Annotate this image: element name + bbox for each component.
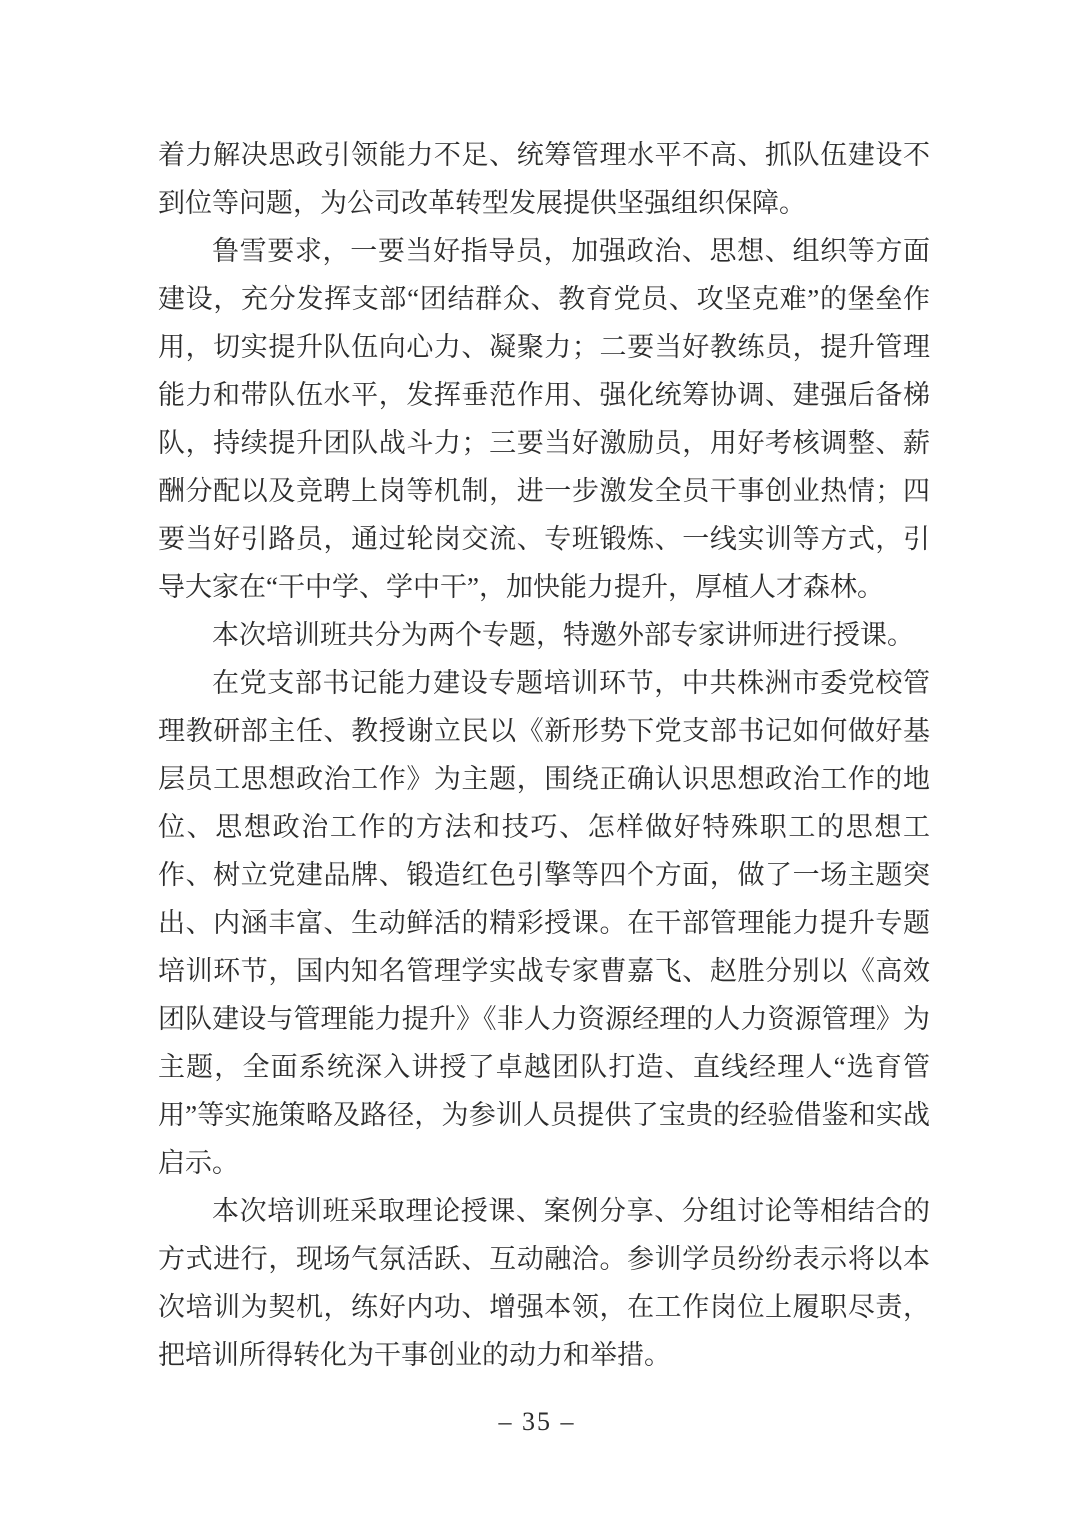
paragraph-training-topics-overview: 本次培训班共分为两个专题，特邀外部专家讲师进行授课。	[212, 620, 914, 650]
paragraph-training-format-conclusion: 本次培训班采取理论授课、案例分享、分组讨论等相结合的方式进行，现场气氛活跃、互动融洽。参训学员纷纷表示将以本次培训为契机，练好内功、增强本领，在工作岗位上履职尽责，把培训所得转化为干事创业的动力和举措。	[158, 1196, 930, 1370]
paragraph-training-sessions-detail: 在党支部书记能力建设专题培训环节，中共株洲市委党校管理教研部主任、教授谢立民以《新形势下党支部书记如何做好基层员工思想政治工作》为主题，围绕正确认识思想政治工作的地位、思想政治工作的方法和技巧、怎样做好特殊职工的思想工作、树立党建品牌、锻造红色引擎等四个方面，做了一场主题突出、内涵丰富、生动鲜活的精彩授课。在干部管理能力提升专题培训环节，国内知名管理学实战专家曹嘉飞、赵胜分别以《高效团队建设与管理能力提升》《非人力资源经理的人力资源管理》为主题，全面系统深入讲授了卓越团队打造、直线经理人“选育管用”等实施策略及路径，为参训人员提供了宝贵的经验借鉴和实战启示。	[158, 668, 930, 1178]
document-body	[158, 131, 930, 1379]
page-number: – 35 –	[498, 1407, 576, 1436]
paragraph-continuation: 着力解决思政引领能力不足、统筹管理水平不高、抓队伍建设不到位等问题，为公司改革转型发展提供坚强组织保障。	[158, 140, 930, 218]
paragraph-luxue-requirements: 鲁雪要求，一要当好指导员，加强政治、思想、组织等方面建设，充分发挥支部“团结群众、教育党员、攻坚克难”的堡垒作用，切实提升队伍向心力、凝聚力；二要当好教练员，提升管理能力和带队伍水平，发挥垂范作用、强化统筹协调、建强后备梯队，持续提升团队战斗力；三要当好激励员，用好考核调整、薪酬分配以及竞聘上岗等机制，进一步激发全员干事创业热情；四要当好引路员，通过轮岗交流、专班锻炼、一线实训等方式，引导大家在“干中学、学中干”，加快能力提升，厚植人才森林。	[158, 236, 930, 602]
